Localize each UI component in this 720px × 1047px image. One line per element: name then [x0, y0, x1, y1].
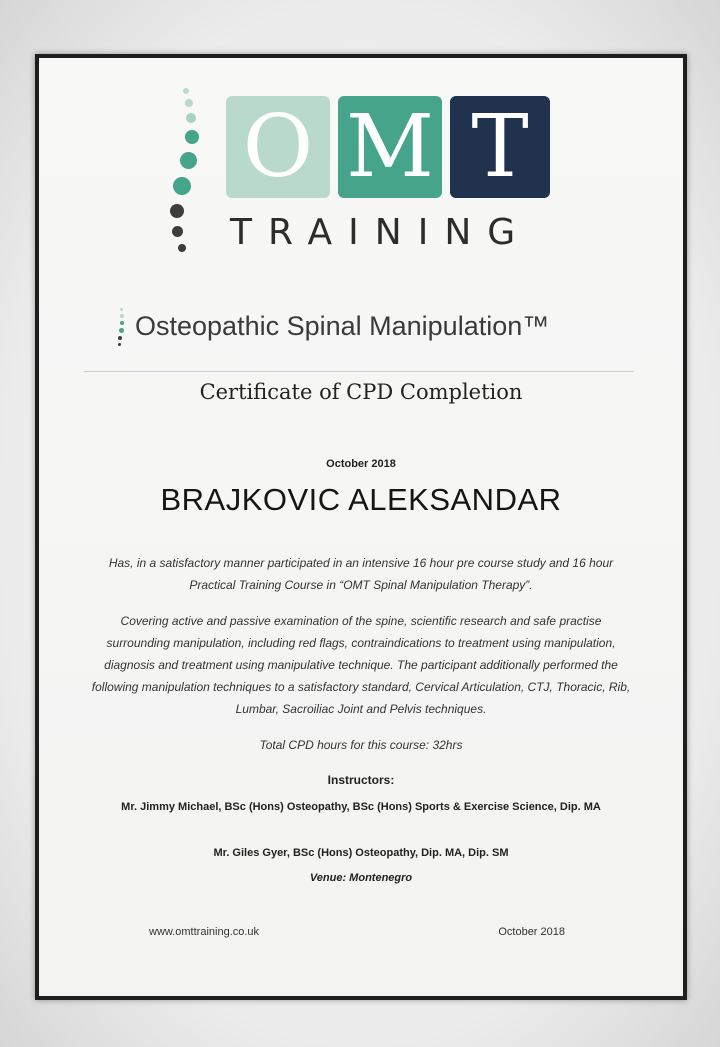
sub-brand-title: Osteopathic Spinal Manipulation™: [135, 311, 550, 341]
certificate-paper: [39, 58, 683, 996]
instructor-entry: Mr. Jimmy Michael, BSc (Hons) Osteopathy, BSc (Hons) Sports & Exercise Science, Dip. MA: [121, 801, 601, 813]
certificate-frame: [35, 54, 687, 1000]
omt-training-logo: [164, 88, 564, 268]
spine-dot: [119, 328, 124, 333]
website-link[interactable]: www.omttraining.co.uk: [149, 926, 260, 938]
spine-dot: [180, 152, 197, 169]
spine-dot: [120, 308, 123, 311]
sub-brand: [115, 306, 635, 352]
spine-dot: [118, 343, 121, 346]
footer-date: October 2018: [498, 926, 565, 938]
logo-tile-m: M: [338, 96, 442, 198]
cpd-hours: Total CPD hours for this course: 32hrs: [259, 738, 463, 752]
spine-dot: [185, 99, 193, 107]
spine-dot: [172, 226, 183, 237]
spine-dot: [170, 204, 184, 218]
course-description: Covering active and passive examination of the spine, scientific research and safe practise surrounding manipulation, including red flags, contraindications to treatment using manipulation, diagnosis and treatment using manipulative technique. The participant additionally performed the following manipulation techniques to a satisfactory standard, Cervical Articulation, CTJ, Thoracic, Rib, Lumbar, Sacroiliac Joint and Pelvis techniques.: [91, 614, 631, 716]
venue: Venue: Montenegro: [309, 872, 413, 884]
participation-statement: Has, in a satisfactory manner participated in an intensive 16 hour pre course study and 16 hour Practical Training Course in “OMT Spinal Manipulation Therapy”.: [108, 556, 614, 592]
instructors-heading: Instructors:: [327, 773, 395, 787]
logo-wordmark: TRAINING: [230, 212, 532, 253]
certificate-title: Certificate of CPD Completion: [199, 380, 523, 404]
recipient-name: BRAJKOVIC ALEKSANDAR: [160, 482, 562, 517]
spine-dot: [120, 321, 124, 325]
spine-dot: [173, 177, 191, 195]
small-spine-dots-icon: [115, 306, 125, 352]
spine-dot: [120, 314, 124, 318]
divider: [84, 371, 634, 372]
spine-dot: [185, 130, 199, 144]
certificate-date: October 2018: [326, 458, 396, 470]
logo-tile-o: O: [226, 96, 330, 198]
logo-tile-t: T: [450, 96, 550, 198]
spine-dots-icon: [164, 88, 204, 268]
instructor-entry: Mr. Giles Gyer, BSc (Hons) Osteopathy, Dip. MA, Dip. SM: [213, 847, 509, 859]
spine-dot: [178, 244, 186, 252]
spine-dot: [118, 336, 122, 340]
spine-dot: [186, 113, 196, 123]
spine-dot: [183, 88, 189, 94]
